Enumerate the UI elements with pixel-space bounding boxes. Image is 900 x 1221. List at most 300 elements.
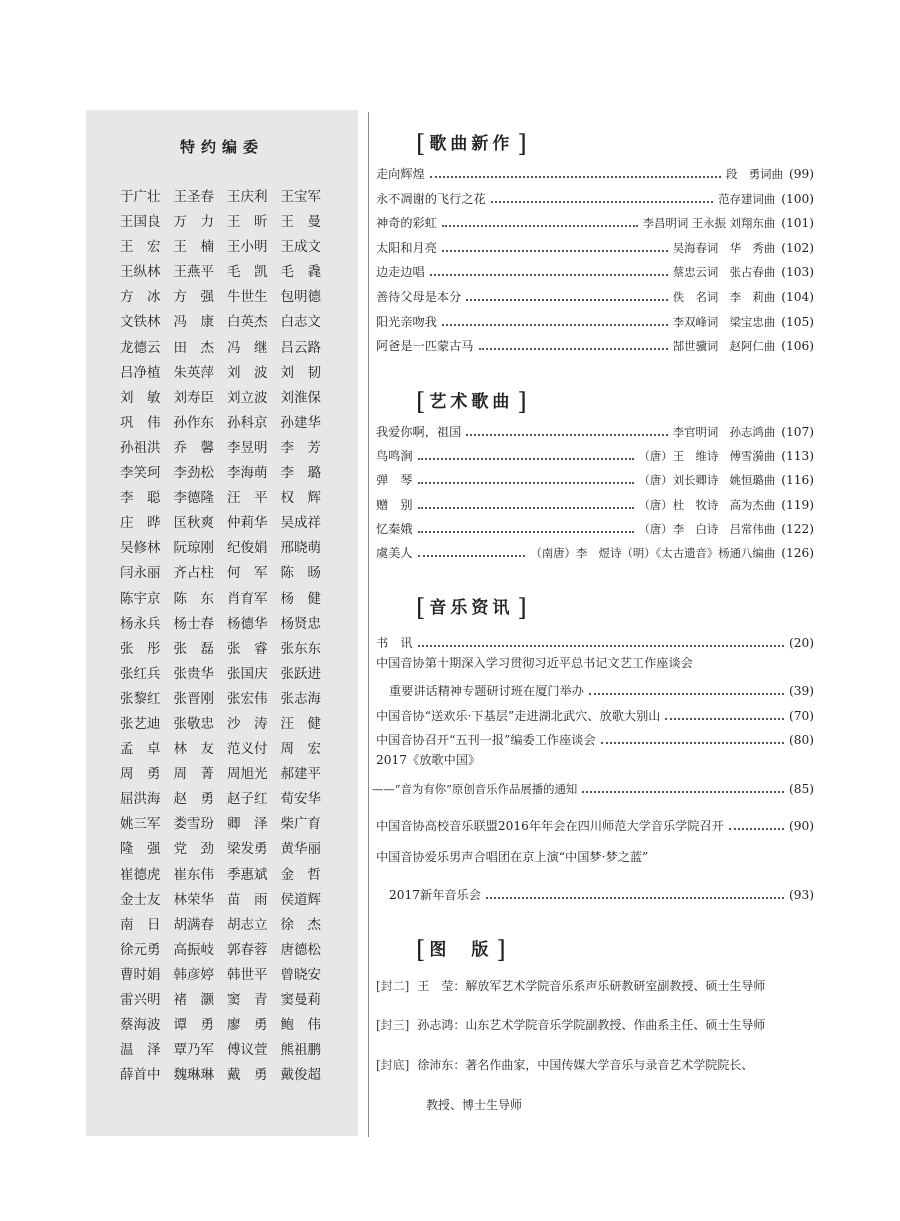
plate-text: 王 莹：解放军艺术学院音乐系声乐研教研室副教授、硕士生导师 xyxy=(417,979,766,993)
editorial-board-member: 李劲松 xyxy=(173,465,214,482)
editorial-board-member: 杨士春 xyxy=(173,615,214,632)
editorial-board-member: 王宝军 xyxy=(280,189,321,205)
bracket-close: ] xyxy=(517,388,527,416)
toc-entry[interactable] xyxy=(376,492,814,514)
editorial-board-member: 陈宇京 xyxy=(120,590,161,607)
editorial-board-row xyxy=(120,612,334,637)
editorial-board-member: 刘 敏 xyxy=(120,389,161,406)
editorial-board-member: 屈洪海 xyxy=(120,791,161,808)
toc-page: (101) xyxy=(781,216,814,231)
editorial-board-member: 仲莉华 xyxy=(227,515,268,532)
editorial-board-member: 卿 泽 xyxy=(227,816,268,833)
editorial-board-member: 刘淮保 xyxy=(280,389,321,406)
toc-page: (113) xyxy=(781,449,814,464)
plate-credit xyxy=(376,977,765,995)
editorial-board-member: 张宏伟 xyxy=(227,690,268,707)
toc-credit: （唐）李 白诗 吕常伟曲 xyxy=(638,521,776,536)
editorial-board-member: 杨 健 xyxy=(280,590,321,607)
toc-credit: （唐）刘长卿诗 姚恒璐曲 xyxy=(638,473,776,488)
bracket-close: ] xyxy=(517,130,527,158)
editorial-board-member: 李德隆 xyxy=(173,490,214,507)
plate-text: 孙志鸿：山东艺术学院音乐学院副教授、作曲系主任、硕士生导师 xyxy=(417,1018,766,1032)
editorial-board-row xyxy=(120,411,334,436)
editorial-board-row xyxy=(120,511,334,536)
editorial-board-row xyxy=(120,461,334,486)
column-divider xyxy=(368,112,369,1137)
editorial-board-member: 张 彤 xyxy=(120,640,161,657)
dot-leader xyxy=(466,434,667,436)
editorial-board-member: 娄雪玢 xyxy=(173,816,214,833)
toc-entry-news[interactable] xyxy=(389,882,814,904)
editorial-board-member: 苗 雨 xyxy=(227,891,268,908)
editorial-board-member: 王 昕 xyxy=(227,214,268,231)
toc-entry[interactable] xyxy=(376,540,814,562)
editorial-board-member: 范义付 xyxy=(227,741,268,758)
toc-title: 弹 琴 xyxy=(376,473,413,488)
editorial-board-member: 刘立波 xyxy=(227,389,268,406)
toc-entry[interactable] xyxy=(376,467,814,489)
toc-page: (105) xyxy=(781,314,814,329)
editorial-board-member: 王圣春 xyxy=(173,189,214,205)
toc-title: 鸟鸣涧 xyxy=(376,449,413,464)
toc-credit: 李双峰词 梁宝忠曲 xyxy=(672,314,776,329)
editorial-board-member: 巩 伟 xyxy=(120,414,161,431)
editorial-board-member: 杨德华 xyxy=(227,615,268,632)
toc-title: 2017新年音乐会 xyxy=(389,888,481,902)
editorial-board-member: 方 强 xyxy=(173,289,214,306)
editorial-board-member: 唐德松 xyxy=(280,941,321,958)
editorial-board-row xyxy=(120,260,334,285)
editorial-board-row xyxy=(120,637,334,662)
dot-leader xyxy=(729,828,784,830)
toc-page: (122) xyxy=(781,521,814,536)
editorial-board-member: 周 菁 xyxy=(173,766,214,783)
editorial-board-member: 刘 韧 xyxy=(280,364,321,381)
toc-entry[interactable] xyxy=(376,443,814,465)
editorial-board-row xyxy=(120,436,334,461)
toc-title: 重要讲话精神专题研讨班在厦门举办 xyxy=(389,684,584,698)
dot-leader xyxy=(601,742,784,744)
plate-credit xyxy=(376,1056,753,1074)
editorial-board-member: 隆 强 xyxy=(120,841,161,858)
editorial-board-member: 李昱明 xyxy=(227,439,268,456)
editorial-board-row xyxy=(120,1013,334,1038)
editorial-board-member: 胡满春 xyxy=(173,916,214,933)
toc-page: (93) xyxy=(788,888,814,902)
editorial-board-row xyxy=(120,863,334,888)
editorial-board-member: 傅议萱 xyxy=(227,1042,268,1059)
editorial-board-member: 肖育军 xyxy=(227,590,268,607)
editorial-board-member: 蔡海波 xyxy=(120,1017,161,1034)
toc-credit: 佚 名词 李 莉曲 xyxy=(672,290,776,304)
bracket-open: [ xyxy=(416,130,426,158)
toc-credit: （南唐）李 煜诗（明）《太古遗音》杨通八编曲 xyxy=(530,546,776,560)
toc-page: (100) xyxy=(781,191,814,206)
editorial-board-member: 林 友 xyxy=(173,741,214,758)
editorial-board-member: 曹时娟 xyxy=(120,966,161,983)
plate-tag: [封三] xyxy=(376,1018,410,1032)
toc-credit: 李官明词 孙志鸿曲 xyxy=(672,425,776,439)
editorial-board-member: 沙 涛 xyxy=(227,715,268,732)
bracket-open: [ xyxy=(416,936,426,964)
editorial-board-row xyxy=(120,486,334,511)
editorial-board-member: 谭 勇 xyxy=(173,1017,214,1034)
editorial-board-row xyxy=(120,888,334,913)
toc-page: (39) xyxy=(788,684,814,698)
section-title: 歌曲新作 xyxy=(429,134,514,154)
editorial-board-member: 冯 康 xyxy=(173,314,214,331)
editorial-board-member: 徐元勇 xyxy=(120,941,161,958)
editorial-board-member: 戴俊超 xyxy=(280,1067,321,1084)
editorial-board-member: 林荣华 xyxy=(173,891,214,908)
editorial-board-member: 冯 继 xyxy=(227,339,268,356)
toc-entry[interactable] xyxy=(376,161,814,183)
editorial-board-row xyxy=(120,837,334,862)
editorial-board-member: 崔东伟 xyxy=(173,866,214,883)
editorial-board-member: 张 磊 xyxy=(173,640,214,657)
editorial-board-member: 吕净植 xyxy=(120,364,161,381)
editorial-board-member: 郝建平 xyxy=(280,766,321,783)
toc-title: 善待父母是本分 xyxy=(376,290,462,304)
editorial-board-member: 张志海 xyxy=(280,690,321,707)
editorial-board-member: 汪 健 xyxy=(280,715,321,732)
editorial-board-member: 张黎红 xyxy=(120,690,161,707)
editorial-board-member: 雷兴明 xyxy=(120,992,161,1008)
dot-leader xyxy=(442,324,668,326)
dot-leader xyxy=(430,274,668,276)
editorial-board-member: 王成文 xyxy=(280,239,321,256)
editorial-board-member: 党 劲 xyxy=(173,841,214,858)
dot-leader xyxy=(418,482,634,484)
editorial-board-member: 戴 勇 xyxy=(227,1067,268,1084)
editorial-board-row xyxy=(120,386,334,411)
editorial-board-row xyxy=(120,561,334,586)
toc-entry[interactable] xyxy=(376,284,814,306)
editorial-board-row xyxy=(120,1038,334,1063)
dot-leader xyxy=(479,348,668,350)
editorial-board-member: 汪 平 xyxy=(227,490,268,507)
editorial-board-member: 窦 青 xyxy=(227,992,268,1008)
editorial-board-member: 王纵林 xyxy=(120,264,161,281)
section-title: 图 版 xyxy=(429,940,493,960)
editorial-board-row xyxy=(120,812,334,837)
dot-leader xyxy=(430,176,721,178)
toc-page: (126) xyxy=(781,546,814,560)
editorial-board-member: 梁发勇 xyxy=(227,841,268,858)
plate-credit xyxy=(376,1016,765,1034)
editorial-board-member: 庄 晔 xyxy=(120,515,161,532)
editorial-board-member: 褚 灏 xyxy=(173,992,214,1008)
toc-entry[interactable] xyxy=(376,210,814,232)
editorial-board-member: 薛首中 xyxy=(120,1067,161,1084)
bracket-open: [ xyxy=(416,388,426,416)
toc-entry-news[interactable] xyxy=(389,678,814,700)
editorial-board-member: 齐占柱 xyxy=(173,565,214,582)
toc-entry-news[interactable] xyxy=(376,813,814,835)
editorial-board-names xyxy=(120,185,334,1088)
editorial-board-member: 方 冰 xyxy=(120,289,161,306)
toc-title: 中国音协高校音乐联盟2016年年会在四川师范大学音乐学院召开 xyxy=(376,819,724,833)
toc-entry[interactable] xyxy=(376,235,814,257)
editorial-board-member: 侯道辉 xyxy=(280,891,321,908)
toc-page: (20) xyxy=(788,636,814,650)
editorial-board-member: 李海萌 xyxy=(227,465,268,482)
editorial-board-member: 张敬忠 xyxy=(173,715,214,732)
editorial-board-member: 荀安华 xyxy=(280,791,321,808)
dot-leader xyxy=(486,897,784,899)
toc-title: 太阳和月亮 xyxy=(376,240,437,255)
section-heading-plates xyxy=(416,936,506,964)
editorial-board-row xyxy=(120,336,334,361)
editorial-board-member: 张艺迪 xyxy=(120,715,161,732)
editorial-board-member: 毛 毳 xyxy=(280,264,321,281)
editorial-board-member: 吴成祥 xyxy=(280,515,321,532)
editorial-board-member: 闫永丽 xyxy=(120,565,161,582)
toc-title: 神奇的彩虹 xyxy=(376,216,437,231)
toc-title: 阿爸是一匹蒙古马 xyxy=(376,339,474,354)
editorial-board-row xyxy=(120,737,334,762)
dot-leader xyxy=(418,458,634,460)
toc-title: 书 讯 xyxy=(376,636,413,650)
editorial-board-member: 阮琼刚 xyxy=(173,540,214,557)
editorial-board-member: 李 芳 xyxy=(280,439,321,456)
editorial-board-panel xyxy=(86,110,358,1136)
editorial-board-row xyxy=(120,762,334,787)
editorial-board-member: 曾晓安 xyxy=(280,966,321,983)
editorial-board-member: 赵 勇 xyxy=(173,791,214,808)
editorial-board-member: 李 璐 xyxy=(280,465,321,482)
toc-title: ——“音为有你”原创音乐作品展播的通知 xyxy=(372,782,578,796)
dot-leader xyxy=(442,250,668,252)
editorial-board-member: 吴修林 xyxy=(120,540,161,557)
section-title: 艺术歌曲 xyxy=(429,392,514,412)
dot-leader xyxy=(582,791,784,793)
editorial-board-row xyxy=(120,963,334,988)
section-heading-music-news xyxy=(416,594,527,622)
toc-title: 我爱你啊，祖国 xyxy=(376,425,462,439)
toc-entry-news[interactable] xyxy=(376,703,814,725)
editorial-board-member: 吕云路 xyxy=(280,339,321,356)
toc-page: (103) xyxy=(781,265,814,280)
toc-title: 中国音协召开“五刊一报”编委工作座谈会 xyxy=(376,733,596,747)
dot-leader xyxy=(418,555,526,557)
toc-title: 永不凋谢的飞行之花 xyxy=(376,191,486,206)
editorial-board-member: 权 辉 xyxy=(280,490,321,507)
toc-entry[interactable] xyxy=(376,333,814,355)
toc-page: (104) xyxy=(781,290,814,304)
editorial-board-member: 孙建华 xyxy=(280,414,321,431)
editorial-board-member: 徐 杰 xyxy=(280,916,321,933)
editorial-board-member: 张跃进 xyxy=(280,665,321,682)
editorial-board-row xyxy=(120,536,334,561)
dot-leader xyxy=(442,225,638,227)
editorial-board-member: 刘寿臣 xyxy=(173,389,214,406)
editorial-board-member: 杨贤忠 xyxy=(280,615,321,632)
toc-credit: 段 勇词曲 xyxy=(726,167,783,181)
dot-leader xyxy=(589,693,784,695)
toc-title: 赠 别 xyxy=(376,497,413,512)
dot-leader xyxy=(418,645,784,647)
editorial-board-member: 陈 旸 xyxy=(280,565,321,582)
toc-credit: （唐）杜 牧诗 高为杰曲 xyxy=(638,497,776,512)
editorial-board-member: 王燕平 xyxy=(173,264,214,281)
toc-entry-news-line[interactable]: 中国音协爱乐男声合唱团在京上演“中国梦·梦之蓝” xyxy=(376,850,649,864)
editorial-board-member: 田 杰 xyxy=(173,339,214,356)
editorial-board-member: 张 睿 xyxy=(227,640,268,657)
toc-page: (90) xyxy=(788,819,814,833)
toc-entry-news[interactable] xyxy=(372,776,814,798)
editorial-board-member: 牛世生 xyxy=(227,289,268,306)
editorial-board-member: 王国良 xyxy=(120,214,161,231)
toc-entry[interactable] xyxy=(376,419,814,441)
editorial-board-member: 张国庆 xyxy=(227,665,268,682)
toc-entry-news-line[interactable]: 中国音协第十期深入学习贯彻习近平总书记文艺工作座谈会 xyxy=(376,656,693,670)
toc-page: (70) xyxy=(788,709,814,723)
editorial-board-row xyxy=(120,361,334,386)
editorial-board-member: 于广壮 xyxy=(120,189,161,205)
editorial-board-row xyxy=(120,285,334,310)
editorial-board-member: 姚三军 xyxy=(120,816,161,833)
toc-title: 走向辉煌 xyxy=(376,167,425,181)
toc-credit: 李昌明词 王永振 刘翔东曲 xyxy=(642,216,776,231)
plate-text: 徐沛东：著名作曲家，中国传媒大学音乐与录音艺术学院院长、 xyxy=(417,1058,754,1072)
bracket-close: ] xyxy=(517,594,527,622)
editorial-board-member: 毛 凯 xyxy=(227,264,268,281)
editorial-board-row xyxy=(120,712,334,737)
editorial-board-member: 季惠斌 xyxy=(227,866,268,883)
plate-tag: [封底] xyxy=(376,1058,410,1072)
editorial-board-member: 韩世平 xyxy=(227,966,268,983)
editorial-board-member: 周 勇 xyxy=(120,766,161,783)
toc-entry[interactable] xyxy=(376,516,814,538)
editorial-board-row xyxy=(120,1063,334,1088)
editorial-board-member: 纪俊娟 xyxy=(227,540,268,557)
editorial-board-member: 廖 勇 xyxy=(227,1017,268,1034)
editorial-board-member: 杨永兵 xyxy=(120,615,161,632)
section-heading-new-songs xyxy=(416,130,527,158)
editorial-board-member: 万 力 xyxy=(173,214,214,231)
editorial-board-member: 孙科京 xyxy=(227,414,268,431)
toc-title: 中国音协“送欢乐·下基层”走进湖北武穴、放歌大别山 xyxy=(376,709,661,723)
editorial-board-row xyxy=(120,235,334,260)
toc-credit: 郜世骥词 赵阿仁曲 xyxy=(672,339,776,354)
toc-entry[interactable] xyxy=(376,259,814,281)
editorial-board-member: 龙德云 xyxy=(120,339,161,356)
editorial-board-member: 王 曼 xyxy=(280,214,321,231)
editorial-board-member: 张晋刚 xyxy=(173,690,214,707)
toc-page: (116) xyxy=(781,473,814,488)
plate-credit-continued: 教授、博士生导师 xyxy=(426,1098,523,1112)
editorial-board-member: 南 日 xyxy=(120,916,161,933)
editorial-board-member: 周 宏 xyxy=(280,741,321,758)
editorial-board-member: 张东东 xyxy=(280,640,321,657)
dot-leader xyxy=(418,531,634,533)
editorial-board-member: 赵子红 xyxy=(227,791,268,808)
toc-entry-news-line[interactable]: 2017《放歌中国》 xyxy=(376,753,481,767)
editorial-board-member: 文铁林 xyxy=(120,314,161,331)
editorial-board-member: 包明德 xyxy=(280,289,321,306)
toc-title: 虞美人 xyxy=(376,546,413,560)
section-title: 音乐资讯 xyxy=(429,598,514,618)
toc-credit: 范存建词曲 xyxy=(718,191,776,206)
editorial-board-member: 魏琳琳 xyxy=(173,1067,214,1084)
dot-leader xyxy=(665,718,784,720)
toc-page: (106) xyxy=(781,339,814,354)
editorial-board-member: 熊祖鹏 xyxy=(280,1042,321,1059)
editorial-board-member: 孟 卓 xyxy=(120,741,161,758)
editorial-board-member: 张贵华 xyxy=(173,665,214,682)
editorial-board-member: 白志文 xyxy=(280,314,321,331)
toc-page: (119) xyxy=(781,497,814,512)
bracket-open: [ xyxy=(416,594,426,622)
editorial-board-member: 覃乃军 xyxy=(173,1042,214,1059)
editorial-board-row xyxy=(120,687,334,712)
dot-leader xyxy=(418,507,634,509)
editorial-board-member: 黄华丽 xyxy=(280,841,321,858)
editorial-board-member: 窦曼莉 xyxy=(280,992,321,1008)
editorial-board-member: 金 哲 xyxy=(280,866,321,883)
editorial-board-member: 王 宏 xyxy=(120,239,161,256)
editorial-board-member: 韩彦婷 xyxy=(173,966,214,983)
editorial-board-member: 高振岐 xyxy=(173,941,214,958)
toc-page: (80) xyxy=(788,733,814,747)
toc-credit: 蔡忠云词 张占春曲 xyxy=(672,265,776,280)
editorial-board-member: 白英杰 xyxy=(227,314,268,331)
editorial-board-member: 鲍 伟 xyxy=(280,1017,321,1034)
editorial-board-member: 李 聪 xyxy=(120,490,161,507)
toc-page: (85) xyxy=(788,782,814,796)
editorial-board-member: 胡志立 xyxy=(227,916,268,933)
editorial-board-row xyxy=(120,988,334,1013)
editorial-board-member: 李笑珂 xyxy=(120,465,161,482)
editorial-board-member: 王庆利 xyxy=(227,189,268,205)
editorial-board-member: 刘 波 xyxy=(227,364,268,381)
editorial-board-member: 匡秋爽 xyxy=(173,515,214,532)
toc-entry-news[interactable] xyxy=(376,727,814,749)
editorial-board-member: 柴广育 xyxy=(280,816,321,833)
dot-leader xyxy=(491,201,714,203)
dot-leader xyxy=(466,299,667,301)
editorial-board-member: 王小明 xyxy=(227,239,268,256)
plate-tag: [封二] xyxy=(376,979,410,993)
toc-entry-news[interactable] xyxy=(376,630,814,652)
bracket-close: ] xyxy=(496,936,506,964)
editorial-board-member: 何 军 xyxy=(227,565,268,582)
toc-title: 边走边唱 xyxy=(376,265,425,280)
toc-entry[interactable] xyxy=(376,186,814,208)
editorial-board-member: 孙祖洪 xyxy=(120,439,161,456)
editorial-board-title: 特约编委 xyxy=(179,138,264,156)
toc-credit: 吴海春词 华 秀曲 xyxy=(672,240,776,255)
editorial-board-row xyxy=(120,787,334,812)
editorial-board-member: 金士友 xyxy=(120,891,161,908)
editorial-board-member: 张红兵 xyxy=(120,665,161,682)
toc-title: 忆秦娥 xyxy=(376,521,413,536)
editorial-board-row xyxy=(120,310,334,335)
editorial-board-member: 孙作东 xyxy=(173,414,214,431)
editorial-board-member: 陈 东 xyxy=(173,590,214,607)
editorial-board-member: 王 楠 xyxy=(173,239,214,256)
editorial-board-member: 温 泽 xyxy=(120,1042,161,1059)
editorial-board-row xyxy=(120,185,334,210)
editorial-board-member: 朱英萍 xyxy=(173,364,214,381)
toc-entry[interactable] xyxy=(376,309,814,331)
toc-page: (102) xyxy=(781,240,814,255)
editorial-board-row xyxy=(120,662,334,687)
editorial-board-row xyxy=(120,913,334,938)
editorial-board-member: 郭春蓉 xyxy=(227,941,268,958)
editorial-board-row xyxy=(120,587,334,612)
